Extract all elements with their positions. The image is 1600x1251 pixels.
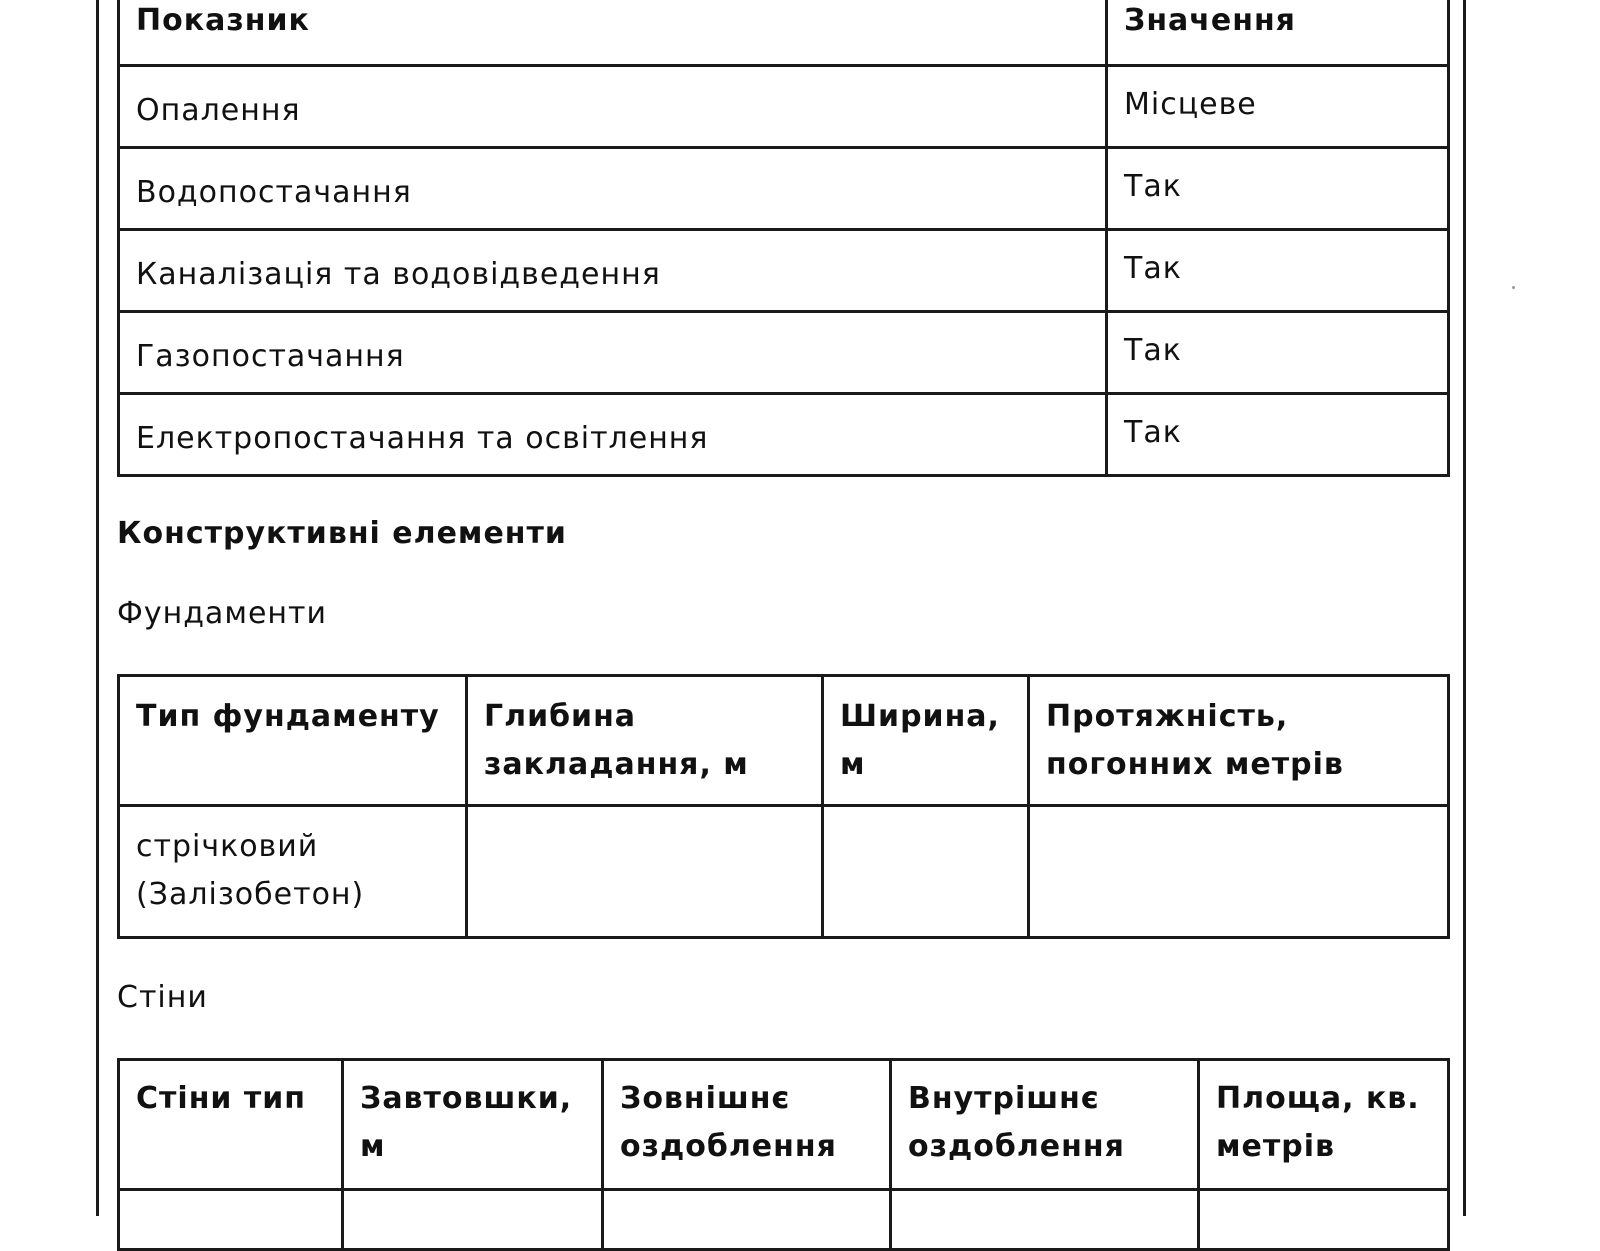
cell-thickness <box>343 1190 603 1250</box>
table-row <box>119 312 1449 394</box>
foundations-table <box>117 674 1450 939</box>
cell-foundation-type: стрічковий (Залізобетон) <box>119 806 467 938</box>
scan-speck <box>1512 286 1515 289</box>
table-row <box>119 66 1449 148</box>
section-title: Конструктивні елементи <box>117 516 567 551</box>
table-row <box>119 230 1449 312</box>
walls-label: Стіни <box>117 980 208 1015</box>
header-width: Ширина, м <box>823 676 1029 806</box>
header-exterior-finish: Зовнішнє оздоблення <box>603 1060 891 1190</box>
cell-wall-type <box>119 1190 343 1250</box>
cell-width <box>823 806 1029 938</box>
header-depth: Глибина закладання, м <box>467 676 823 806</box>
header-value: Значення <box>1107 0 1449 66</box>
table-row <box>119 1190 1449 1250</box>
foundations-header-row <box>119 676 1449 806</box>
header-area: Площа, кв. метрів <box>1199 1060 1449 1190</box>
walls-header-row <box>119 1060 1449 1190</box>
row-indicator: Газопостачання <box>119 312 1107 394</box>
header-thickness: Завтовшки, м <box>343 1060 603 1190</box>
utilities-table <box>117 0 1450 477</box>
cell-area <box>1199 1190 1449 1250</box>
table-row <box>119 148 1449 230</box>
row-value: Місцеве <box>1107 66 1449 148</box>
row-value: Так <box>1107 230 1449 312</box>
foundations-label: Фундаменти <box>117 596 327 631</box>
row-indicator: Каналізація та водовідведення <box>119 230 1107 312</box>
row-indicator: Водопостачання <box>119 148 1107 230</box>
header-wall-type: Стіни тип <box>119 1060 343 1190</box>
cell-exterior-finish <box>603 1190 891 1250</box>
row-value: Так <box>1107 148 1449 230</box>
row-value: Так <box>1107 394 1449 476</box>
table-row <box>119 394 1449 476</box>
table-row <box>119 806 1449 938</box>
row-value: Так <box>1107 312 1449 394</box>
header-interior-finish: Внутрішнє оздоблення <box>891 1060 1199 1190</box>
cell-length <box>1029 806 1449 938</box>
row-indicator: Опалення <box>119 66 1107 148</box>
header-foundation-type: Тип фундаменту <box>119 676 467 806</box>
cell-interior-finish <box>891 1190 1199 1250</box>
utilities-header-row <box>119 0 1449 66</box>
cell-depth <box>467 806 823 938</box>
walls-table <box>117 1058 1450 1251</box>
row-indicator: Електропостачання та освітлення <box>119 394 1107 476</box>
header-length: Протяжність, погонних метрів <box>1029 676 1449 806</box>
header-indicator: Показник <box>119 0 1107 66</box>
